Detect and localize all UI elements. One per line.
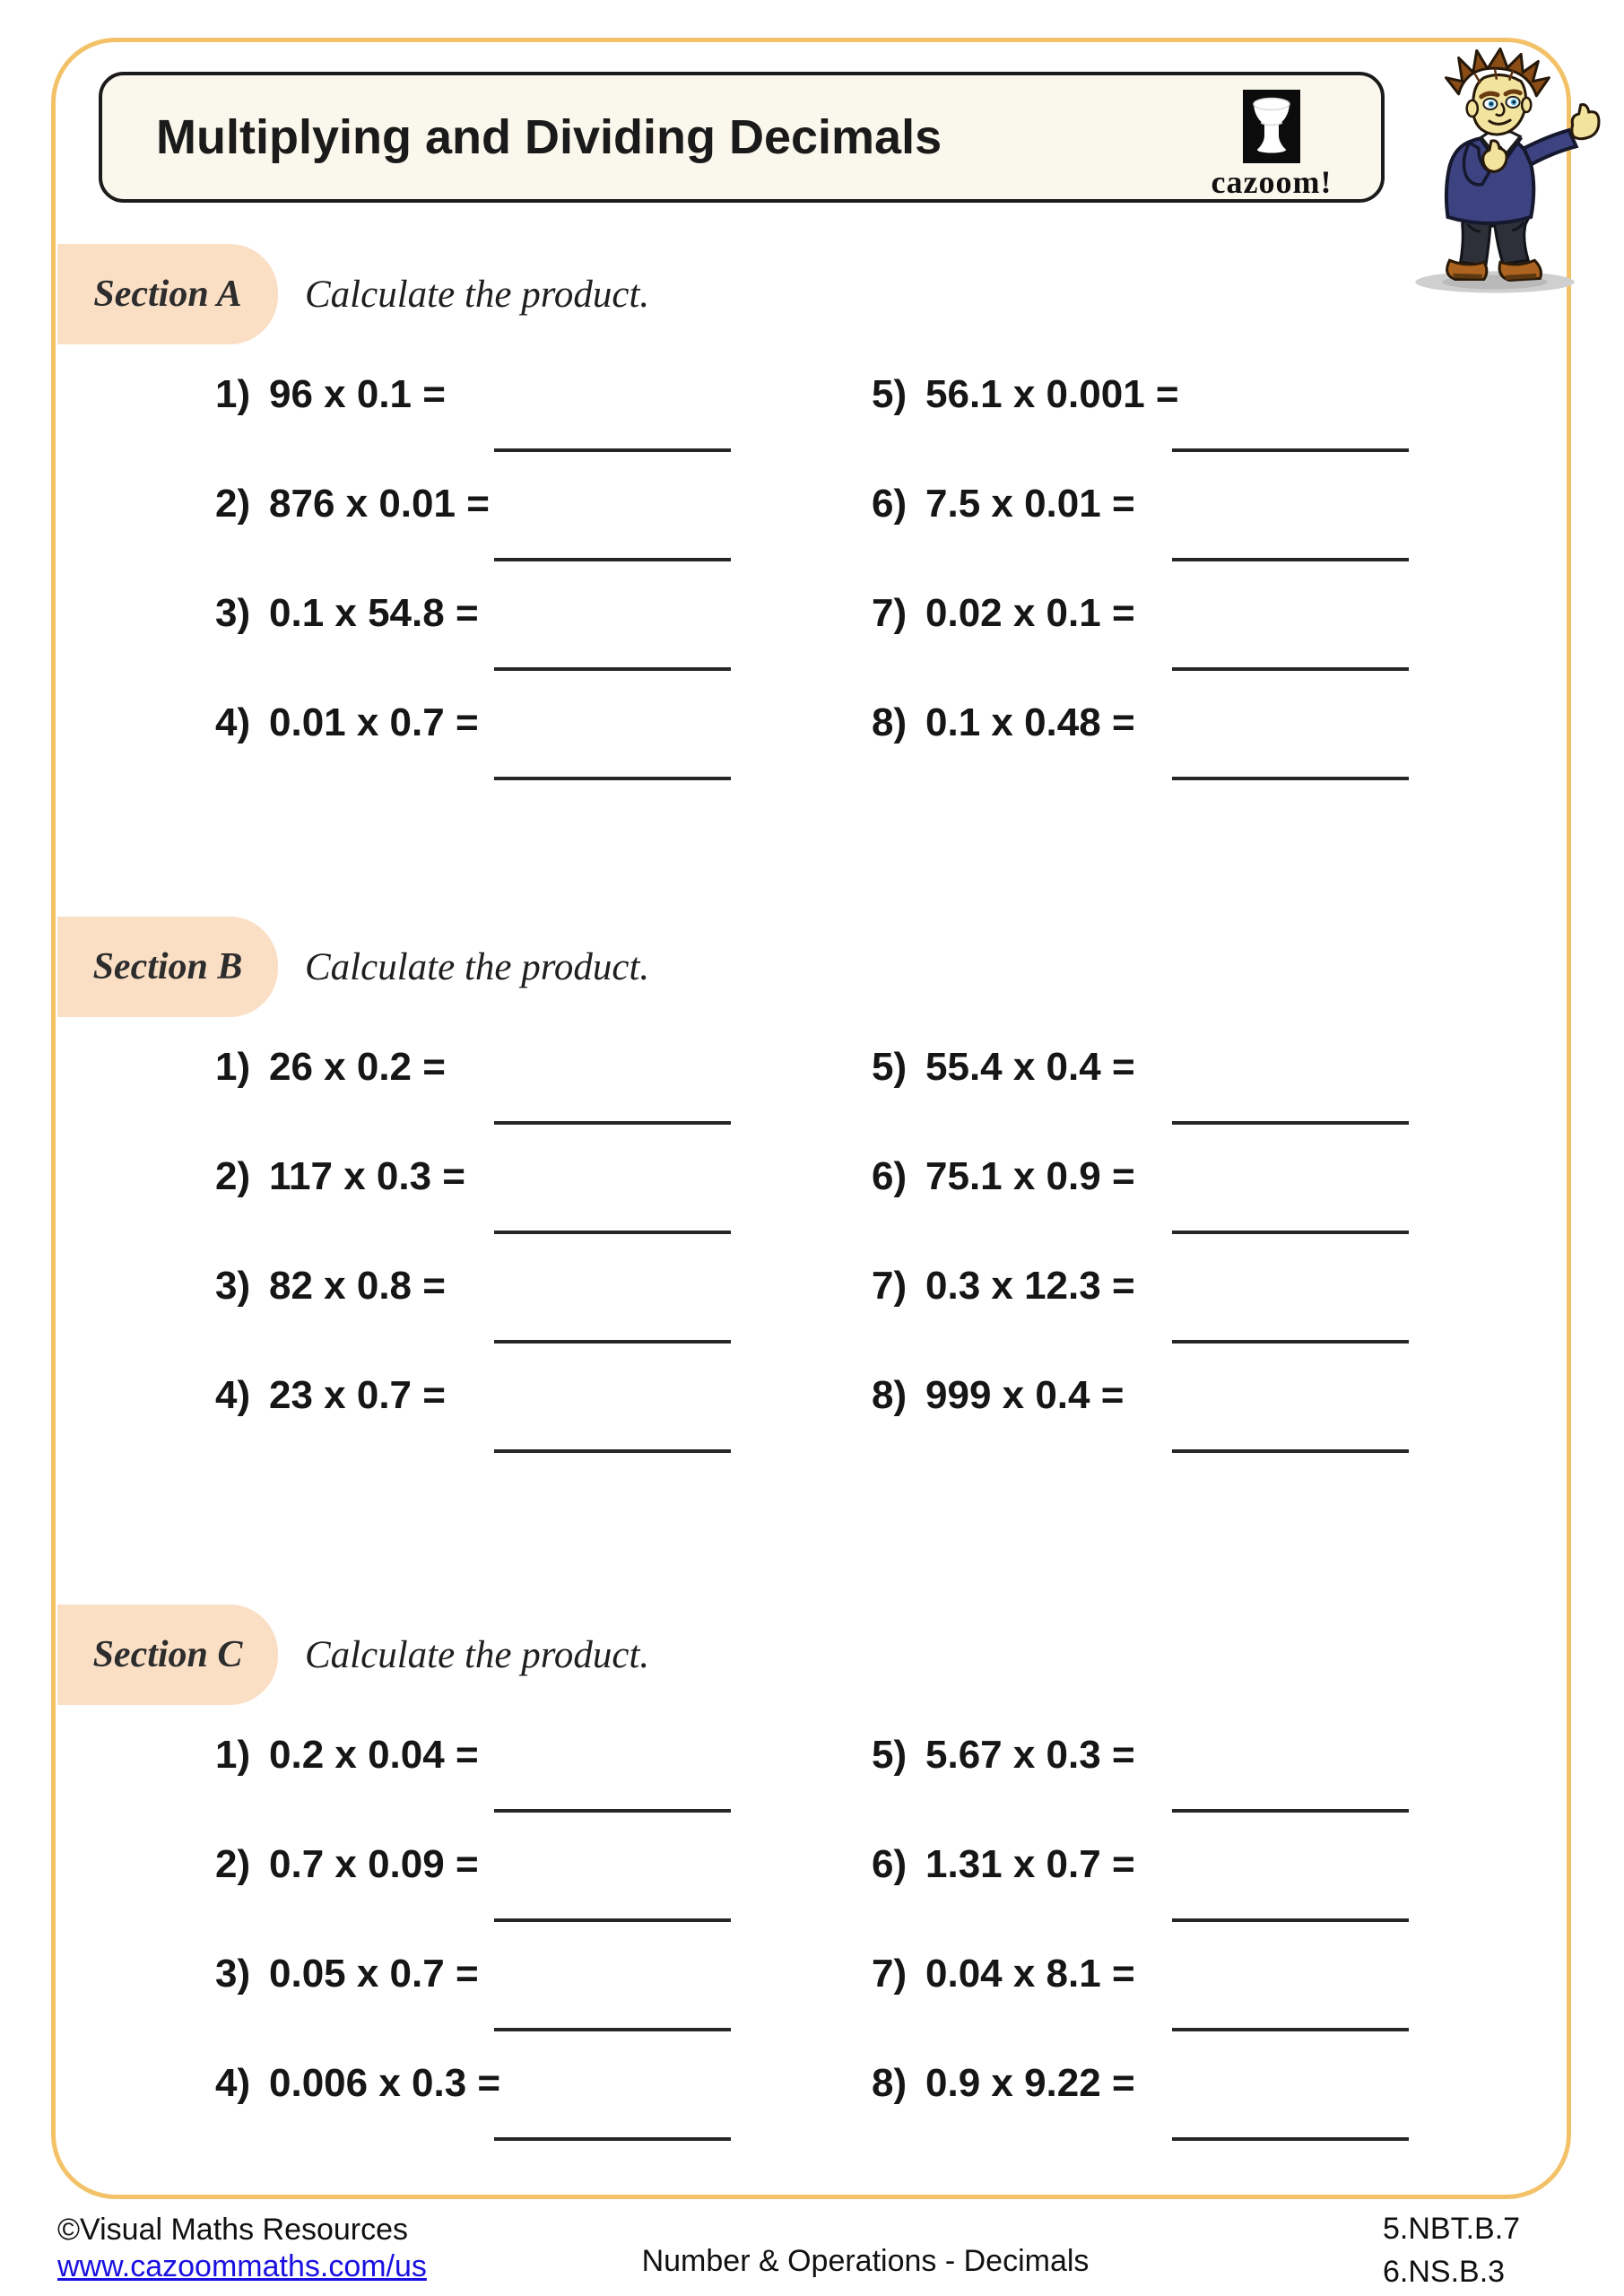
problem [872,1045,1446,1157]
answer-line [1172,1121,1409,1125]
problem-expression: 5.67 x 0.3 = [925,1733,1135,1777]
section-a-badge [57,244,278,344]
cazoom-logo [1209,90,1334,201]
problem-expression: 0.1 x 54.8 = [269,591,479,635]
answer-line [1172,1918,1409,1922]
standard-code: 6.NS.B.3 [1383,2254,1506,2289]
section-label: Section A [93,274,242,315]
answer-line [494,667,731,671]
problem-expression: 117 x 0.3 = [269,1154,465,1198]
answer-line [494,1231,731,1234]
problem-number: 6) [872,1842,908,1886]
section-label: Section C [92,1634,243,1675]
problem [872,700,1446,813]
problem [215,1954,789,2064]
problem-expression: 0.2 x 0.04 = [269,1733,479,1777]
problem-number: 3) [215,591,251,635]
problem-expression: 999 x 0.4 = [925,1373,1125,1417]
problem-number: 7) [872,591,908,635]
problem-expression: 7.5 x 0.01 = [925,482,1135,526]
section-c-header [57,1605,649,1705]
section-c-badge [57,1605,278,1705]
problem [215,1373,789,1485]
problem [215,700,789,813]
problem-number: 8) [872,700,908,744]
problem [215,1154,789,1266]
section-b-instruction: Calculate the product. [305,945,650,988]
problem-number: 8) [872,1373,908,1417]
logo-wordmark: cazoom! [1211,164,1333,200]
answer-line [1172,667,1409,671]
problem [872,1266,1446,1376]
problem [872,1954,1446,2064]
problem [872,1842,1446,1954]
problem-number: 1) [215,372,251,416]
answer-line [494,448,731,452]
problem-number: 7) [872,1952,908,1996]
problem-expression: 0.01 x 0.7 = [269,700,479,744]
problem [872,1373,1446,1485]
problem-number: 5) [872,1045,908,1089]
page-title: Multiplying and Dividing Decimals [156,110,942,164]
problem-expression: 0.3 x 12.3 = [925,1264,1135,1308]
answer-line [1172,2028,1409,2031]
copyright-text: ©Visual Maths Resources [57,2213,409,2247]
problem [872,372,1446,484]
footer-category: Number & Operations - Decimals [641,2244,1090,2278]
problem-expression: 876 x 0.01 = [269,482,490,526]
footer-standards [1383,2208,1520,2293]
answer-line [494,2137,731,2141]
section-a-header [57,244,649,344]
problem [872,591,1446,703]
problem-expression: 56.1 x 0.001 = [925,372,1179,416]
problem-expression: 0.006 x 0.3 = [269,2061,501,2105]
problem-number: 2) [215,1842,251,1886]
problem-number: 8) [872,2061,908,2105]
answer-line [1172,1340,1409,1344]
section-b-problems [215,1045,1489,1489]
problem-expression: 0.9 x 9.22 = [925,2061,1135,2105]
section-b-badge [57,917,278,1017]
problem [215,484,789,594]
problem [872,2061,1446,2173]
answer-line [494,558,731,561]
problem-expression: 0.02 x 0.1 = [925,591,1135,635]
problem [215,2061,789,2173]
problem-expression: 0.04 x 8.1 = [925,1952,1135,1996]
problem-number: 5) [872,1733,908,1777]
answer-line [494,1340,731,1344]
problem-expression: 0.7 x 0.09 = [269,1842,479,1886]
answer-line [494,1449,731,1453]
problem-number: 6) [872,482,908,526]
problem-number: 7) [872,1264,908,1308]
problem-expression: 55.4 x 0.4 = [925,1045,1135,1089]
djembe-drum-icon [1243,90,1300,163]
problem-expression: 96 x 0.1 = [269,372,446,416]
problem-number: 3) [215,1264,251,1308]
section-b-header [57,917,649,1017]
answer-line [494,2028,731,2031]
problem [872,1154,1446,1266]
problem-number: 1) [215,1045,251,1089]
problem-number: 4) [215,1373,251,1417]
problem-expression: 0.1 x 0.48 = [925,700,1135,744]
problem-expression: 82 x 0.8 = [269,1264,446,1308]
answer-line [1172,558,1409,561]
section-c-problems [215,1735,1489,2177]
answer-line [1172,1449,1409,1453]
answer-line [494,1918,731,1922]
answer-line [1172,1809,1409,1813]
problem-number: 5) [872,372,908,416]
answer-line [1172,2137,1409,2141]
problem-expression: 75.1 x 0.9 = [925,1154,1135,1198]
section-label: Section B [92,946,243,987]
problem [872,1735,1446,1845]
problem-number: 3) [215,1952,251,1996]
problem [215,1735,789,1845]
answer-line [1172,1231,1409,1234]
footer-url-link[interactable]: www.cazoommaths.com/us [57,2248,427,2283]
section-a-instruction: Calculate the product. [305,273,650,316]
section-c-instruction: Calculate the product. [305,1633,650,1676]
answer-line [1172,448,1409,452]
answer-line [494,777,731,780]
answer-line [494,1809,731,1813]
problem [872,484,1446,594]
problem-expression: 1.31 x 0.7 = [925,1842,1135,1886]
problem-expression: 23 x 0.7 = [269,1373,446,1417]
problem [215,372,789,484]
problem [215,1045,789,1157]
problem-number: 6) [872,1154,908,1198]
answer-line [494,1121,731,1125]
problem [215,1842,789,1954]
problem-number: 2) [215,482,251,526]
boy-mascot-illustration [1388,47,1614,296]
section-a-problems [215,372,1489,816]
problem-number: 2) [215,1154,251,1198]
standard-code: 5.NBT.B.7 [1383,2212,1521,2246]
problem [215,591,789,703]
problem-number: 4) [215,700,251,744]
title-bar [99,72,1385,203]
footer-copyright-block [57,2212,427,2285]
problem-number: 1) [215,1733,251,1777]
problem [215,1266,789,1376]
problem-expression: 26 x 0.2 = [269,1045,446,1089]
problem-expression: 0.05 x 0.7 = [269,1952,479,1996]
answer-line [1172,777,1409,780]
problem-number: 4) [215,2061,251,2105]
